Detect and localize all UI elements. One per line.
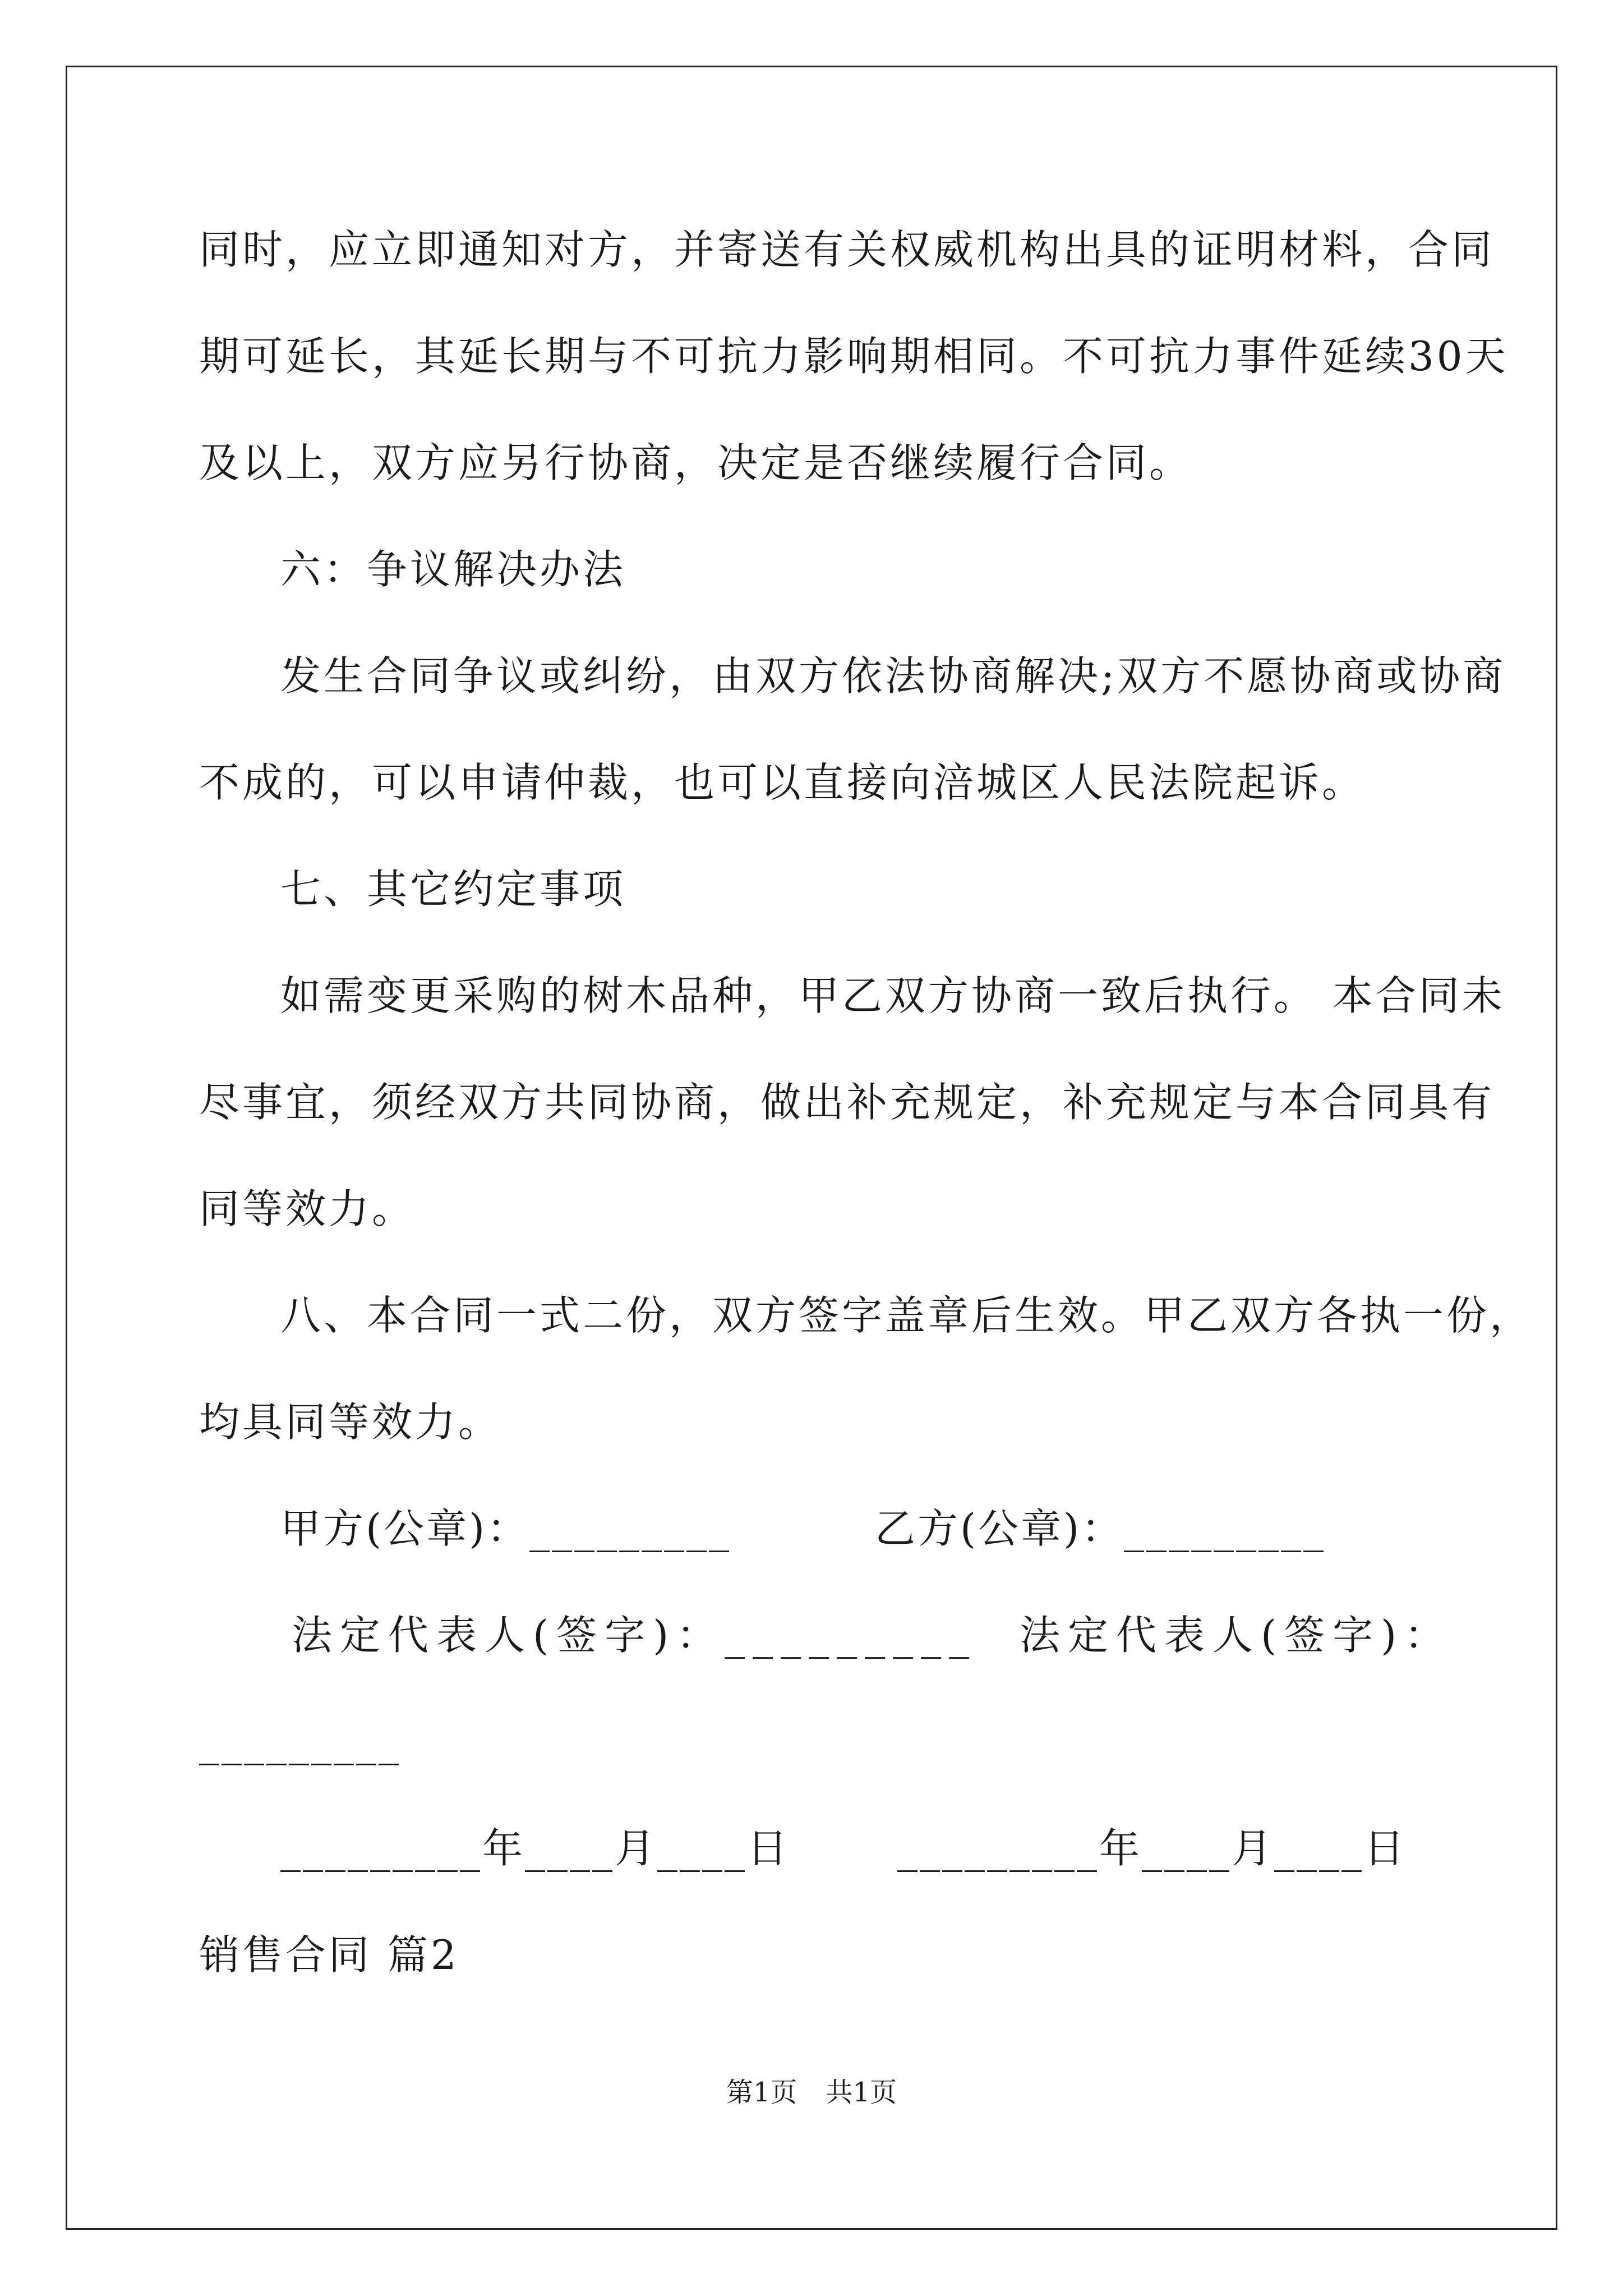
party-b-date: _________年____月____日: [897, 1825, 1407, 1872]
body-line-12: 均具同等效力。: [199, 1398, 502, 1446]
body-line-6: 不成的，可以申请仲裁，也可以直接向涪城区人民法院起诉。: [199, 759, 1366, 806]
section-heading-7: 七、其它约定事项: [280, 866, 626, 913]
section-heading-8: 八、本合同一式二份，双方签字盖章后生效。甲乙双方各执一份，: [280, 1292, 1533, 1339]
body-line-5: 发生合同争议或纠纷，由双方依法协商解决;双方不愿协商或协商: [280, 652, 1506, 700]
body-line-8: 如需变更采购的树木品种，甲乙双方协商一致后执行。 本合同未: [280, 972, 1505, 1019]
body-line-3: 及以上，双方应另行协商，决定是否继续履行合同。: [199, 439, 1193, 486]
body-line-1: 同时，应立即通知对方，并寄送有关权威机构出具的证明材料，合同: [199, 226, 1495, 273]
body-line-10: 同等效力。: [199, 1185, 416, 1232]
body-line-9: 尽事宜，须经双方共同协商，做出补充规定，补充规定与本合同具有: [199, 1079, 1495, 1126]
page-border: [66, 66, 1557, 2230]
next-section-heading: 销售合同 篇2: [199, 1931, 459, 1978]
party-a-date: _________年____月____日: [280, 1825, 790, 1872]
section-heading-6: 六：争议解决办法: [280, 546, 626, 593]
body-line-2: 期可延长，其延长期与不可抗力影响期相同。不可抗力事件延续30天: [199, 333, 1509, 380]
party-b-representative: 法定代表人(签字)：: [1020, 1612, 1453, 1659]
party-a-representative: 法定代表人(签字)：_________: [292, 1612, 978, 1659]
party-b-representative-line: _________: [199, 1718, 401, 1765]
page-current: 第1页: [726, 2077, 797, 2108]
party-a-seal: 甲方(公章)：_________: [280, 1505, 732, 1552]
page-total: 共1页: [826, 2077, 897, 2108]
page-footer: [0, 2076, 1623, 2109]
party-b-seal: 乙方(公章)：_________: [875, 1505, 1326, 1552]
